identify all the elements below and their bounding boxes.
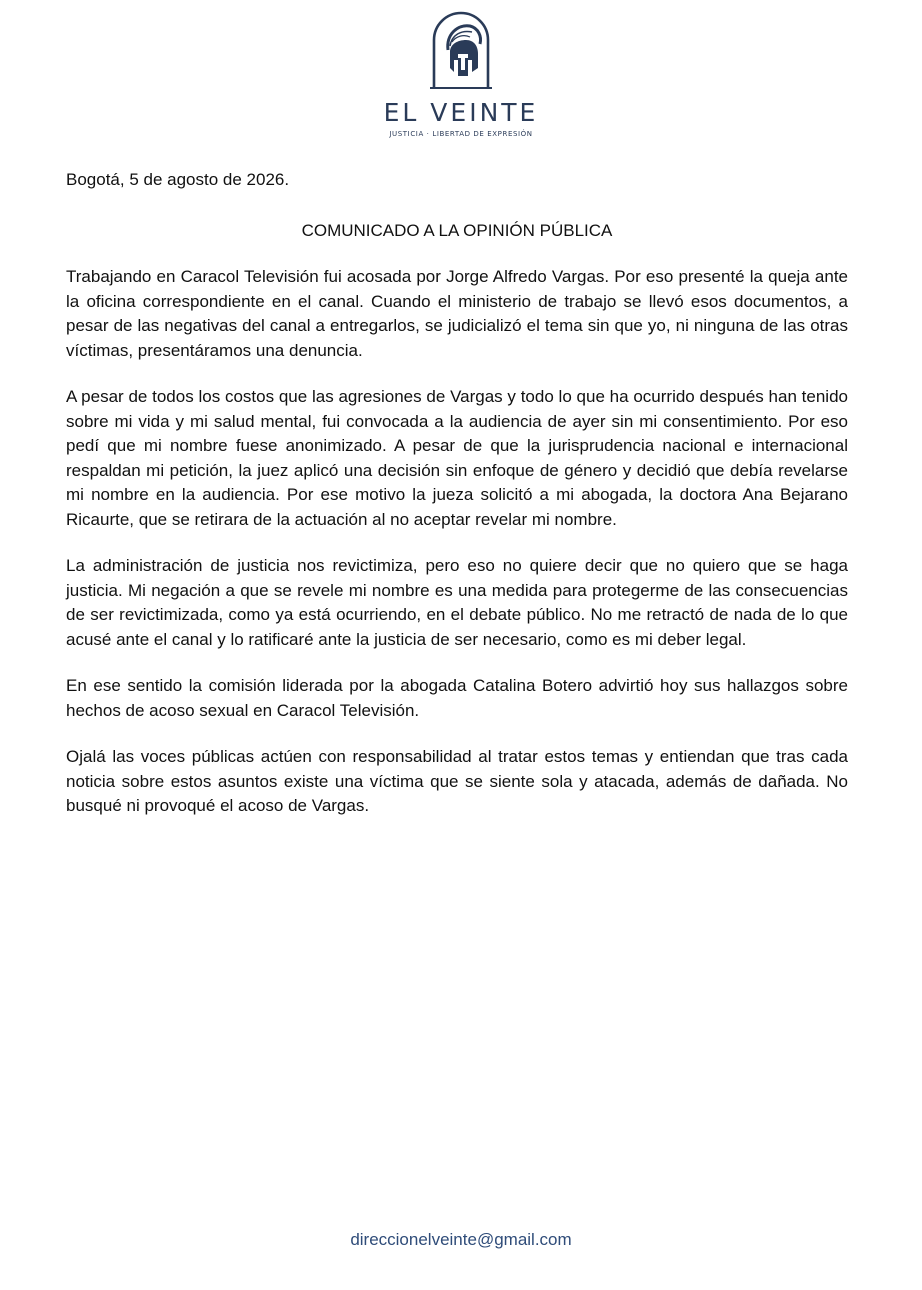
paragraph: Ojalá las voces públicas actúen con responsabilidad al tratar estos temas y entiendan que tras cada noticia sobre estos asuntos existe una víctima que se siente sola y atacada, además de dañada. No busqué ni provoqué el acoso de Vargas. bbox=[66, 747, 848, 815]
brand-name: EL VEINTE bbox=[383, 98, 539, 127]
paragraph: En ese sentido la comisión liderada por la abogada Catalina Botero advirtió hoy sus hallazgos sobre hechos de acoso sexual en Caracol Televisión. bbox=[66, 676, 848, 720]
brand-tagline: JUSTICIA · LIBERTAD DE EXPRESIÓN bbox=[389, 130, 533, 138]
paragraph: La administración de justicia nos revictimiza, pero eso no quiere decir que no quiero que se haga justicia. Mi negación a que se revele mi nombre es una medida para protegerme de las consecuencias de ser revictimizada, como ya está ocurriendo, en el debate público. No me retractó de nada de lo que acusé ante el canal y lo ratificaré ante la justicia de ser necesario, como es mi deber legal. bbox=[66, 556, 848, 649]
letter-title: COMUNICADO A LA OPINIÓN PÚBLICA bbox=[301, 220, 613, 240]
paragraph: Trabajando en Caracol Televisión fui acosada por Jorge Alfredo Vargas. Por eso presenté la queja ante la oficina correspondiente en el canal. Cuando el ministerio de trabajo se llevó esos documentos, a pesar de las negativas del canal a entregarlos, se judicializó el tema sin que yo, ni ninguna de las otras víctimas, presentáramos una denuncia. bbox=[66, 267, 848, 360]
contact-email[interactable]: direccionelveinte@gmail.com bbox=[350, 1230, 572, 1249]
letter-date: Bogotá, 5 de agosto de 2026. bbox=[66, 170, 290, 189]
letter-body bbox=[66, 168, 848, 819]
el-veinte-logo bbox=[0, 10, 922, 138]
paragraph: A pesar de todos los costos que las agresiones de Vargas y todo lo que ha ocurrido después han tenido sobre mi vida y mi salud mental, fui convocada a la audiencia de ayer sin mi consentimiento. Por eso pedí que mi nombre fuese anonimizado. A pesar de que la jurisprudencia nacional e internacional respaldan mi petición, la juez aplicó una decisión sin enfoque de género y decidió que debía revelarse mi nombre en la audiencia. Por ese motivo la jueza solicitó a mi abogada, la doctora Ana Bejarano Ricaurte, que se retirara de la actuación al no aceptar revelar mi nombre. bbox=[66, 387, 848, 529]
spartan-helmet-icon bbox=[428, 10, 494, 90]
